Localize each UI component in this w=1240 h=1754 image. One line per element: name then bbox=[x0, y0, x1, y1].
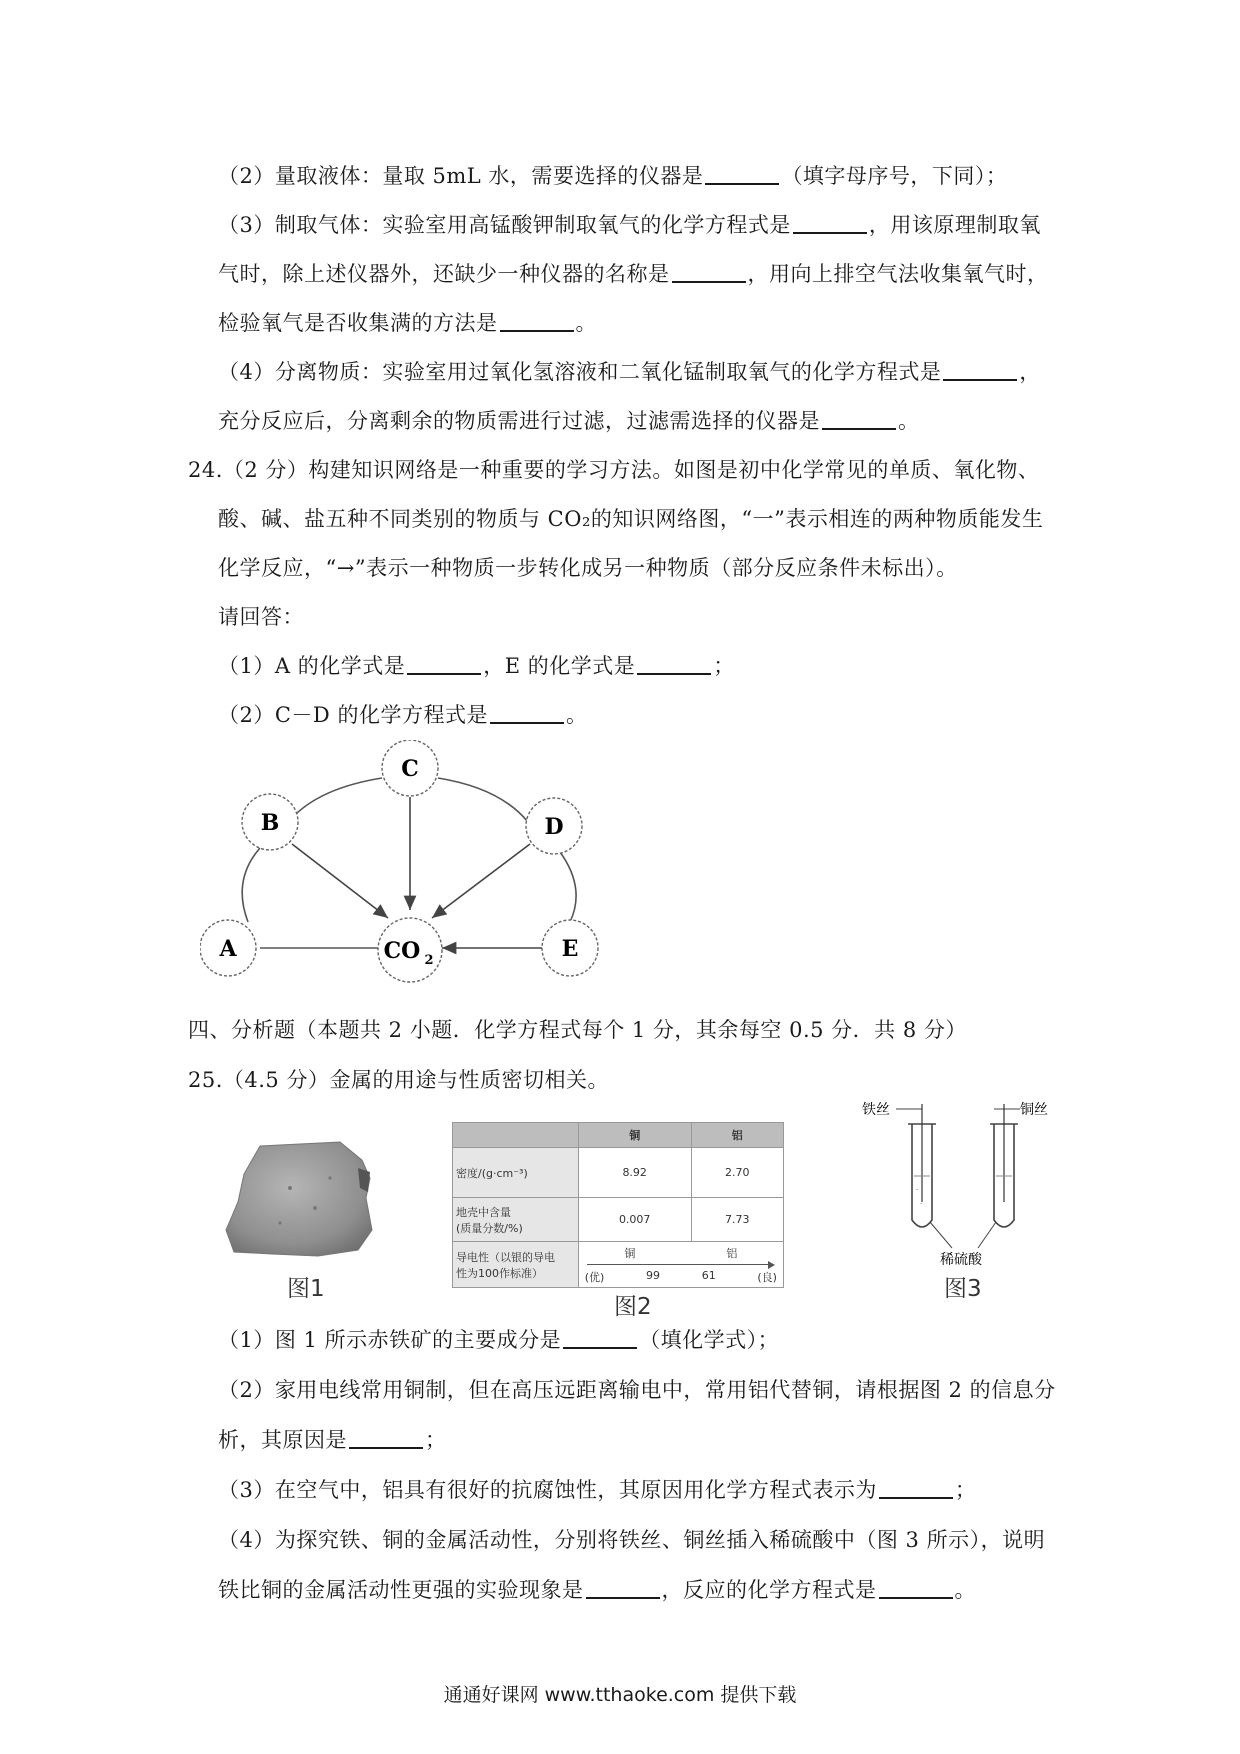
q24-answer2: （2）C－D 的化学方程式是 。 bbox=[218, 703, 588, 727]
svg-text:E: E bbox=[561, 936, 579, 962]
link-c-d bbox=[438, 778, 528, 822]
answer-blank bbox=[793, 212, 867, 234]
dilute-sulfuric-acid-label: 稀硫酸 bbox=[940, 1252, 982, 1268]
answer-blank bbox=[349, 1427, 423, 1449]
node-co2 bbox=[378, 918, 442, 982]
row-abundance-head: 地壳中含量 (质量分数/%) bbox=[453, 1198, 579, 1242]
q25-sub2-line1: （2）家用电线常用铜制，但在高压远距离输电中，常用铝代替铜，请根据图 2 的信息分 bbox=[218, 1378, 1056, 1402]
figure-1-caption: 图1 bbox=[287, 1276, 325, 1302]
answer-blank bbox=[586, 1577, 660, 1599]
node-d bbox=[526, 798, 582, 854]
row-conductivity-head: 导电性（以银的导电 性为100作标准） bbox=[453, 1242, 579, 1288]
density-copper: 8.92 bbox=[578, 1148, 691, 1198]
metal-properties-table bbox=[452, 1122, 784, 1288]
right-test-tube bbox=[990, 1104, 1018, 1227]
q25-sub1: （1）图 1 所示赤铁矿的主要成分是 （填化学式）； bbox=[218, 1328, 780, 1352]
figure-2-caption: 图2 bbox=[614, 1294, 652, 1320]
q25-sub4-line1: （4）为探究铁、铜的金属活动性，分别将铁丝、铜丝插入稀硫酸中（图 3 所示），说明 bbox=[218, 1528, 1046, 1552]
q25-sub4-line2: 铁比铜的金属活动性更强的实验现象是 ，反应的化学方程式是 。 bbox=[218, 1578, 976, 1602]
arrow-b-co2 bbox=[292, 844, 388, 918]
left-test-tube bbox=[908, 1104, 936, 1227]
answer-blank bbox=[490, 702, 564, 724]
copper-wire-label: 铜丝 bbox=[1020, 1102, 1048, 1118]
q23-part3-line1: （3）制取气体：实验室用高锰酸钾制取氧气的化学方程式是 ，用该原理制取氧 bbox=[218, 213, 1041, 237]
row-density-head: 密度/(g·cm⁻³) bbox=[453, 1148, 579, 1198]
test-tubes-diagram bbox=[860, 1098, 1070, 1288]
answer-blank bbox=[879, 1577, 953, 1599]
q25-sub2-line2: 析，其原因是 ； bbox=[218, 1428, 447, 1452]
density-aluminum: 2.70 bbox=[691, 1148, 783, 1198]
q24-prompt: 请回答： bbox=[218, 605, 304, 629]
svg-text:2: 2 bbox=[424, 953, 434, 968]
svg-text:C: C bbox=[401, 756, 419, 782]
svg-text:B: B bbox=[260, 810, 280, 836]
col-copper: 铜 bbox=[578, 1123, 691, 1148]
answer-blank bbox=[822, 408, 896, 430]
answer-blank bbox=[500, 310, 574, 332]
q23-part4-line1: （4）分离物质：实验室用过氧化氢溶液和二氧化锰制取氧气的化学方程式是 ， bbox=[218, 360, 1041, 384]
q25-sub3: （3）在空气中，铝具有很好的抗腐蚀性，其原因用化学方程式表示为 ； bbox=[218, 1478, 977, 1502]
iron-wire-label: 铁丝 bbox=[862, 1102, 890, 1118]
knowledge-network-diagram bbox=[200, 740, 620, 1000]
answer-blank bbox=[407, 653, 481, 675]
arrow-d-co2 bbox=[432, 844, 530, 918]
answer-blank bbox=[705, 163, 779, 185]
q23-part3-line3: 检验氧气是否收集满的方法是 。 bbox=[218, 311, 597, 335]
q24-answer1: （1）A 的化学式是 ，E 的化学式是 ； bbox=[218, 654, 735, 678]
node-e bbox=[542, 920, 598, 976]
link-b-a bbox=[242, 848, 260, 922]
col-aluminum: 铝 bbox=[691, 1123, 783, 1148]
svg-text:A: A bbox=[219, 936, 237, 962]
q23-part4-line2: 充分反应后，分离剩余的物质需进行过滤，过滤需选择的仪器是 。 bbox=[218, 409, 920, 433]
q23-part3-line2: 气时，除上述仪器外，还缺少一种仪器的名称是 ，用向上排空气法收集氧气时， bbox=[218, 262, 1049, 286]
svg-text:D: D bbox=[544, 814, 564, 840]
section-4-heading: 四、分析题（本题共 2 小题．化学方程式每个 1 分，其余每空 0.5 分．共 8 分） bbox=[188, 1018, 967, 1042]
svg-text:·: · bbox=[916, 1186, 919, 1194]
node-c bbox=[382, 740, 438, 796]
q25-title: 25.（4.5 分）金属的用途与性质密切相关。 bbox=[188, 1068, 609, 1092]
conductivity-scale: 铜 铝 (优) 99 61 (良) bbox=[578, 1242, 783, 1288]
answer-blank bbox=[672, 261, 746, 283]
node-b bbox=[242, 794, 298, 850]
answer-blank bbox=[879, 1477, 953, 1499]
link-b-c bbox=[292, 778, 382, 818]
abundance-aluminum: 7.73 bbox=[691, 1198, 783, 1242]
figure-3-caption: 图3 bbox=[944, 1276, 982, 1302]
hematite-ore-image bbox=[220, 1138, 380, 1258]
answer-blank bbox=[943, 359, 1017, 381]
q24-stem-line3: 化学反应，“→”表示一种物质一步转化成另一种物质（部分反应条件未标出）。 bbox=[218, 556, 958, 580]
page-footer: 通通好课网 www.tthaoke.com 提供下载 bbox=[443, 1684, 797, 1706]
q24-stem-line2: 酸、碱、盐五种不同类别的物质与 CO₂的知识网络图，“一”表示相连的两种物质能发生 bbox=[218, 507, 1044, 531]
svg-text:·: · bbox=[920, 1200, 923, 1208]
conductivity-arrow bbox=[587, 1261, 775, 1269]
q23-part2: （2）量取液体：量取 5mL 水，需要选择的仪器是 （填字母序号，下同）； bbox=[218, 164, 1008, 188]
svg-text:CO: CO bbox=[383, 938, 421, 964]
link-d-e bbox=[560, 852, 576, 922]
node-a bbox=[200, 920, 256, 976]
abundance-copper: 0.007 bbox=[578, 1198, 691, 1242]
q24-stem-line1: 24.（2 分）构建知识网络是一种重要的学习方法。如图是初中化学常见的单质、氧化物、 bbox=[188, 458, 1040, 482]
answer-blank bbox=[563, 1327, 637, 1349]
answer-blank bbox=[637, 653, 711, 675]
